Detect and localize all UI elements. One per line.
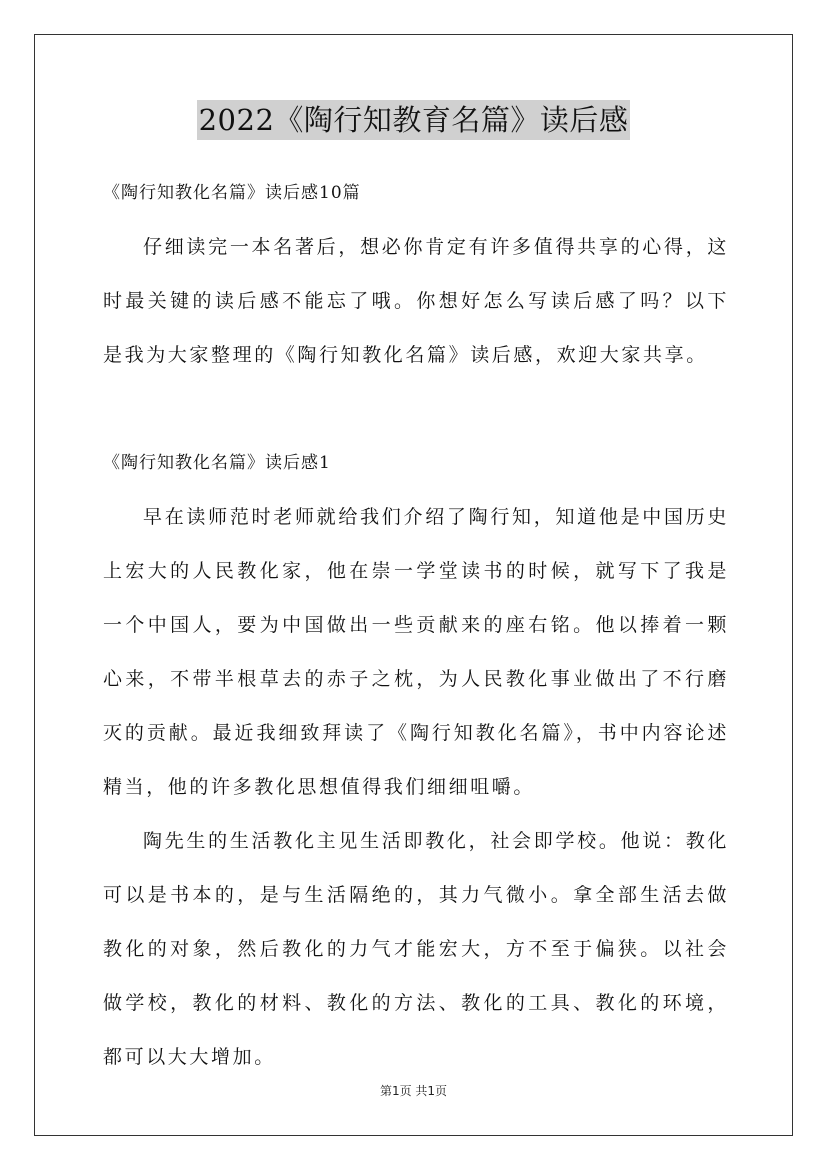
intro-paragraph: 仔细读完一本名著后，想必你肯定有许多值得共享的心得，这时最关键的读后感不能忘了哦。你想好怎么写读后感了吗？以下是我为大家整理的《陶行知教化名篇》读后感，欢迎大家共享。 bbox=[103, 236, 729, 366]
document-title-text: 2022《陶行知教育名篇》读后感 bbox=[197, 100, 631, 140]
section-spacer bbox=[103, 382, 729, 436]
section-heading: 《陶行知教化名篇》读后感1 bbox=[103, 453, 331, 473]
body-paragraph: 早在读师范时老师就给我们介绍了陶行知，知道他是中国历史上宏大的人民教化家，他在崇一学堂读书的时候，就写下了我是一个中国人，要为中国做出一些贡献来的座右铭。他以捧着一颗心来，不带半根草去的赤子之枕，为人民教化事业做出了不行磨灭的贡献。最近我细致拜读了《陶行知教化名篇》，书中内容论述精当，他的许多教化思想值得我们细细咀嚼。 bbox=[103, 506, 729, 798]
body-paragraph: 陶先生的生活教化主见生活即教化，社会即学校。他说：教化可以是书本的，是与生活隔绝的，其力气微小。拿全部生活去做教化的对象，然后教化的力气才能宏大，方不至于偏狭。以社会做学校，教化的材料、教化的方法、教化的工具、教化的环境，都可以大大增加。 bbox=[103, 830, 729, 1068]
document-subtitle: 《陶行知教化名篇》读后感10篇 bbox=[103, 183, 361, 203]
page-footer: 第1页 共1页 bbox=[379, 1084, 448, 1098]
document-title bbox=[0, 100, 827, 140]
document-body bbox=[103, 166, 729, 1084]
